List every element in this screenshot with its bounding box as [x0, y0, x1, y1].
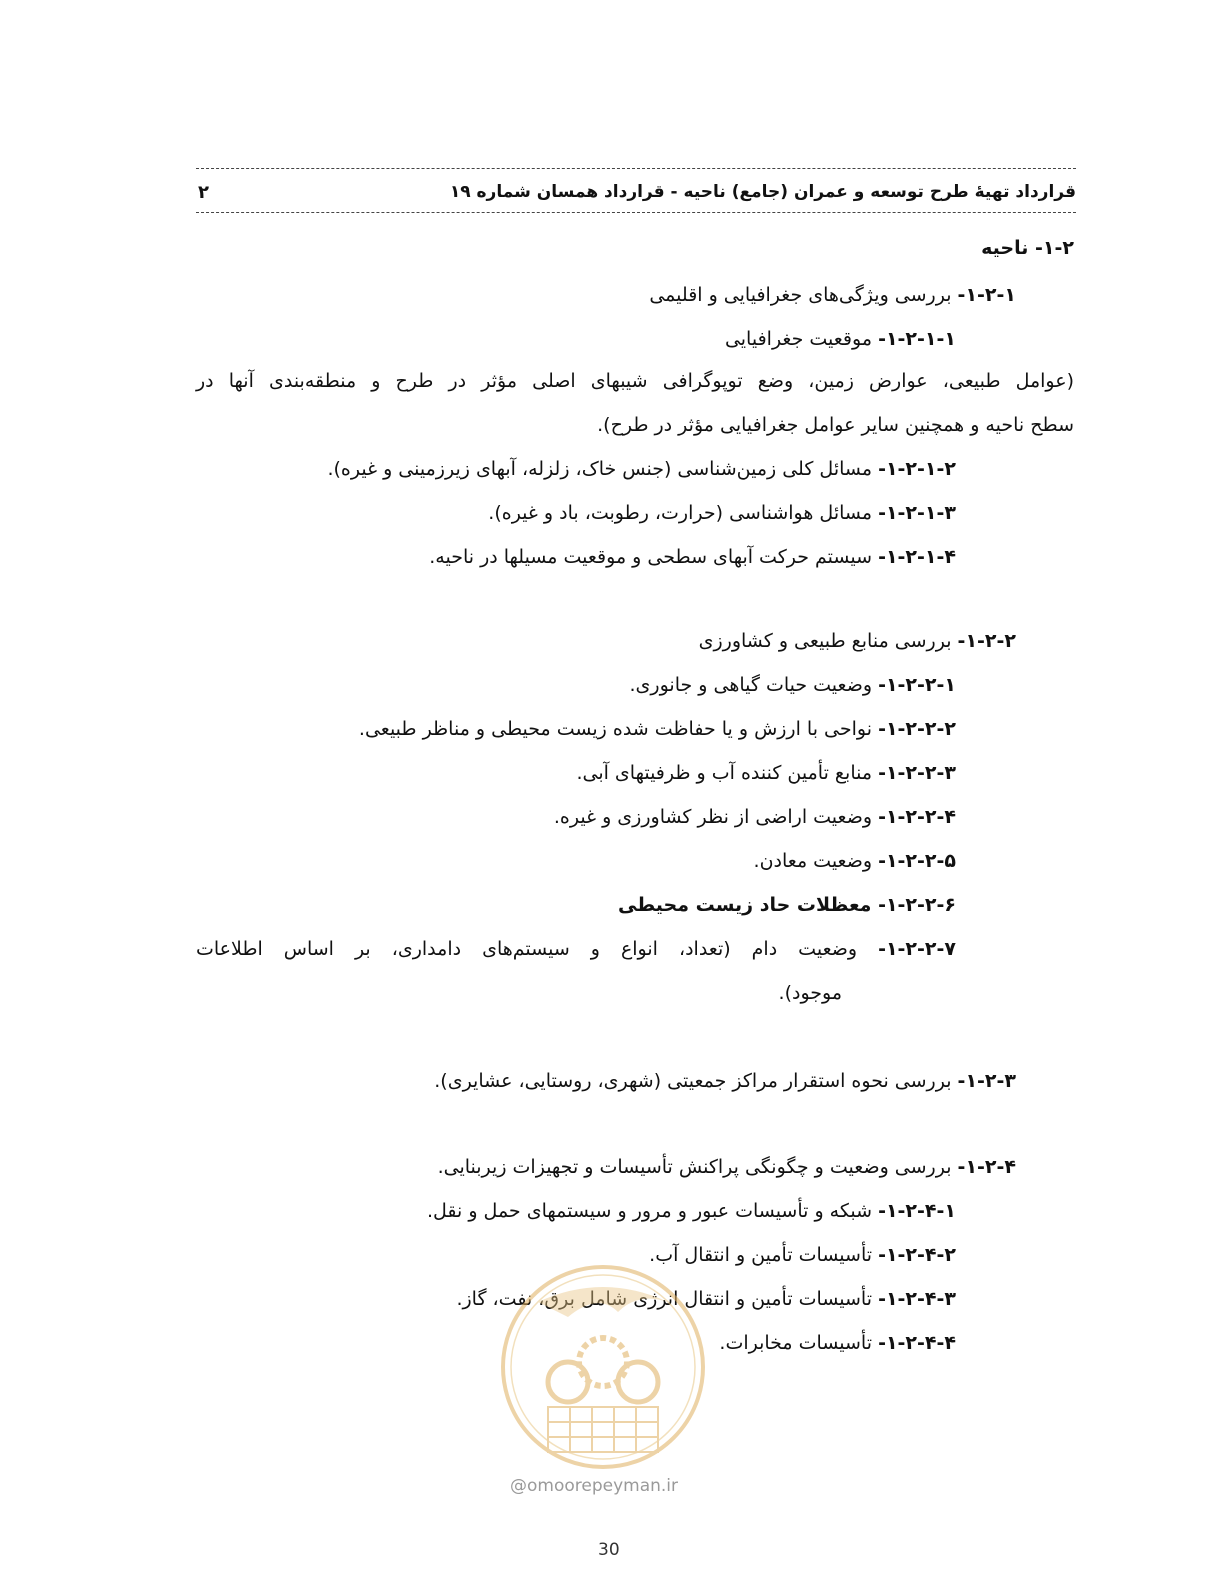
s2-item — [359, 716, 956, 742]
s2-item-number: ۱-۲-۲-۶- — [878, 894, 956, 916]
footer-page-number: 30 — [598, 1540, 620, 1560]
s2-item-text: وضعیت اراضی از نظر کشاورزی و غیره. — [553, 806, 879, 828]
s1-sub4-text: سیستم حرکت آبهای سطحی و موقعیت مسیلها در ناحیه. — [429, 546, 879, 568]
s2-item — [754, 848, 956, 874]
s2-heading — [699, 628, 1016, 654]
s2-item-text: معظلات حاد زیست محیطی — [618, 894, 879, 916]
s2-text: بررسی منابع طبیعی و کشاورزی — [698, 630, 958, 652]
s1-sub3-text: مسائل هواشناسی (حرارت، رطوبت، باد و غیره). — [488, 502, 879, 524]
s2-item-number: ۱-۲-۲-۷- — [878, 938, 956, 960]
s1-sub2-number: ۱-۲-۱-۲- — [878, 458, 956, 480]
s1-paragraph-line2: سطح ناحیه و همچنین سایر عوامل جغرافیایی مؤثر در طرح). — [597, 414, 1074, 436]
s4-item-text: تأسیسات تأمین و انتقال آب. — [649, 1244, 879, 1266]
section-heading-text: ناحیه — [981, 237, 1036, 259]
header-rule-top — [196, 168, 1076, 169]
s2-item7-continuation: موجود). — [778, 982, 842, 1004]
s4-text: بررسی وضعیت و چگونگی پراکنش تأسیسات و تجهیزات زیربنایی. — [437, 1156, 958, 1178]
s3-number: ۱-۲-۳- — [957, 1070, 1016, 1092]
s3-text: بررسی نحوه استقرار مراکز جمعیتی (شهری، روستایی، عشایری). — [434, 1070, 958, 1092]
s2-item-text: وضعیت معادن. — [753, 850, 879, 872]
s4-item-number: ۱-۲-۴-۳- — [878, 1288, 956, 1310]
s1-sub3-number: ۱-۲-۱-۳- — [878, 502, 956, 524]
s1-sub4-number: ۱-۲-۱-۴- — [878, 546, 956, 568]
s2-item-number: ۱-۲-۲-۲- — [878, 718, 956, 740]
s4-item-text: شبکه و تأسیسات عبور و مرور و سیستمهای حمل و نقل. — [426, 1200, 879, 1222]
s1-number: ۱-۲-۱- — [957, 284, 1016, 306]
s2-item-number: ۱-۲-۲-۴- — [878, 806, 956, 828]
s1-heading — [649, 282, 1016, 308]
s2-item — [630, 672, 956, 698]
section-heading-number: ۱-۲- — [1035, 237, 1074, 259]
s1-sub2 — [327, 456, 956, 482]
s2-item-text: وضعیت حیات گیاهی و جانوری. — [629, 674, 879, 696]
seal-logo-icon — [498, 1262, 708, 1472]
s1-paragraph-line1: (عوامل طبیعی، عوارض زمین، وضع توپوگرافی شیبهای اصلی مؤثر در طرح و منطقه‌بندی آنها در — [196, 370, 1074, 392]
s1-sub1 — [725, 326, 956, 352]
header-page-number: ۲ — [198, 182, 209, 203]
s4-heading — [438, 1154, 1016, 1180]
s1-sub1-text: موقعیت جغرافیایی — [724, 328, 879, 350]
section-heading — [981, 235, 1074, 261]
s1-text: بررسی ویژگی‌های جغرافیایی و اقلیمی — [649, 284, 958, 306]
s2-item-number: ۱-۲-۲-۱- — [878, 674, 956, 696]
s4-number: ۱-۲-۴- — [957, 1156, 1016, 1178]
s1-sub2-text: مسائل کلی زمین‌شناسی (جنس خاک، زلزله، آبهای زیرزمینی و غیره). — [327, 458, 879, 480]
s3-heading — [434, 1068, 1016, 1094]
s2-item-number: ۱-۲-۲-۵- — [878, 850, 956, 872]
s1-sub3 — [488, 500, 956, 526]
s2-item-text: نواحی با ارزش و یا حفاظت شده زیست محیطی و مناظر طبیعی. — [358, 718, 879, 740]
s1-sub1-number: ۱-۲-۱-۱- — [878, 328, 956, 350]
s1-sub4 — [429, 544, 956, 570]
s4-item-number: ۱-۲-۴-۲- — [878, 1244, 956, 1266]
s2-item — [618, 892, 956, 918]
s2-item-text: وضعیت دام (تعداد، انواع و سیستم‌های دامداری، بر اساس اطلاعات — [196, 938, 879, 960]
s4-item-number: ۱-۲-۴-۴- — [878, 1332, 956, 1354]
s4-item-number: ۱-۲-۴-۱- — [878, 1200, 956, 1222]
s2-item — [554, 804, 956, 830]
s2-item-number: ۱-۲-۲-۳- — [878, 762, 956, 784]
header-rule-bottom — [196, 212, 1076, 213]
s2-item-text: منابع تأمین کننده آب و ظرفیتهای آبی. — [576, 762, 879, 784]
s2-item — [196, 936, 956, 962]
s2-item — [576, 760, 956, 786]
watermark-text: @omoorepeyman.ir — [510, 1476, 679, 1496]
s2-number: ۱-۲-۲- — [957, 630, 1016, 652]
s4-item-text: تأسیسات تأمین و انتقال انرژی شامل برق، نفت، گاز. — [456, 1288, 879, 1310]
s4-item-text: تأسیسات مخابرات. — [719, 1332, 879, 1354]
header-title: قرارداد تهیهٔ طرح توسعه و عمران (جامع) ناحیه - قرارداد همسان شماره ۱۹ — [449, 182, 1076, 202]
s4-item — [719, 1330, 956, 1356]
s4-item — [427, 1198, 956, 1224]
